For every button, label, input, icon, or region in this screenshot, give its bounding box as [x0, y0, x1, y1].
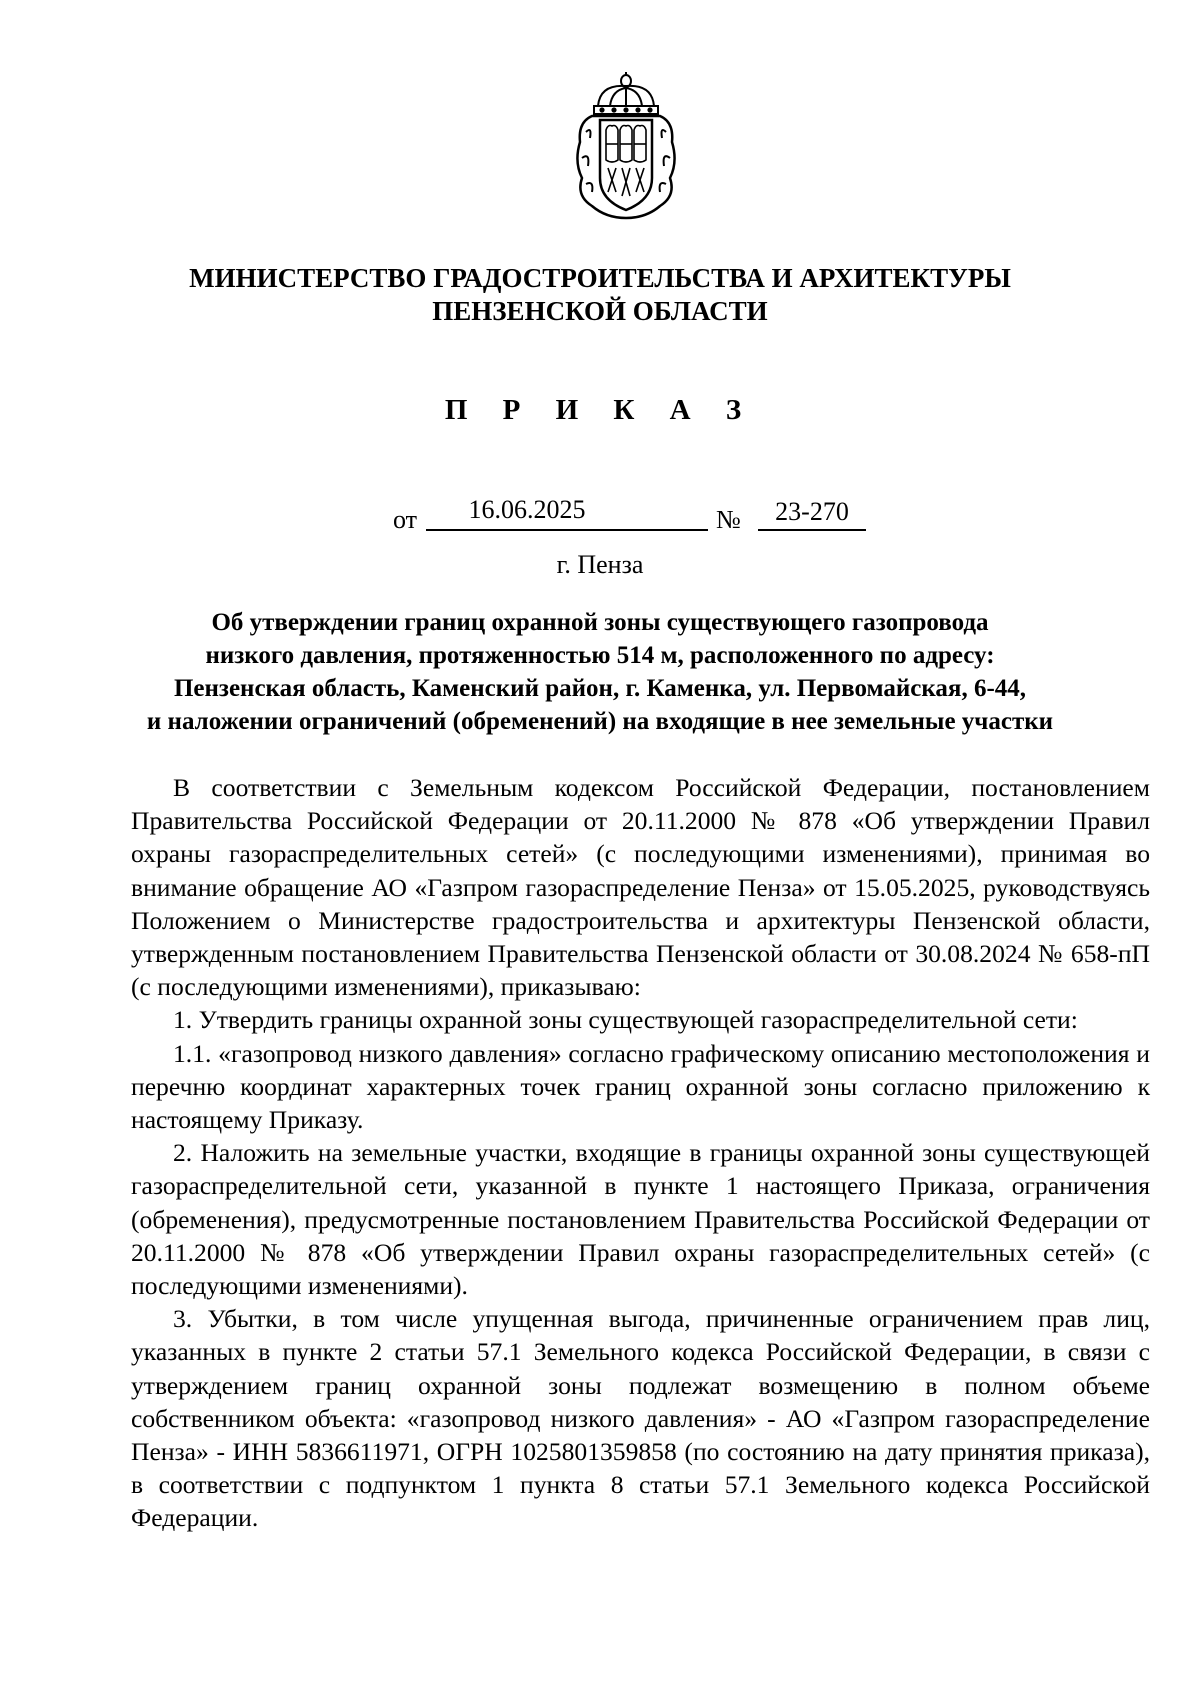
subject-line-3: Пензенская область, Каменский район, г. Каменка, ул. Первомайская, 6-44,	[173, 675, 1027, 702]
order-subject	[130, 606, 1070, 738]
preamble-paragraph: В соответствии с Земельным кодексом Российской Федерации, постановлением Правительства Российской Федерации от 20.11.2000 № 878 «Об утверждении Правил охраны газораспределительных сетей» (с последующими изменениями), принимая во внимание обращение АО «Газпром газораспределение Пенза» от 15.05.2025, руководствуясь Положением о Министерстве градостроительства и архитектуры Пензенской области, утвержденным постановлением Правительства Пензенской области от 30.08.2024 № 658-пП (с последующими изменениями), приказываю:	[131, 773, 1150, 1002]
date-label: от	[393, 505, 418, 534]
order-date: 16.06.2025	[468, 495, 586, 524]
ministry-line-2: ПЕНЗЕНСКОЙ ОБЛАСТИ	[432, 296, 768, 326]
subject-line-4: и наложении ограничений (обременений) на входящие в нее земельные участки	[146, 708, 1054, 735]
order-number-field	[758, 497, 866, 531]
order-body	[131, 771, 1150, 1535]
city: г. Пенза	[556, 550, 644, 579]
item-1-1-paragraph: 1.1. «газопровод низкого давления» согласно графическому описанию местоположения и перечню координат характерных точек границ охранной зоны согласно приложению к настоящему Приказу.	[131, 1038, 1150, 1135]
subject-line-2: низкого давления, протяженностью 514 м, расположенного по адресу:	[205, 642, 995, 669]
coat-of-arms-icon	[570, 72, 682, 220]
order-number: 23-270	[775, 497, 849, 526]
order-date-number-row	[0, 497, 1200, 537]
item-1-paragraph: 1. Утвердить границы охранной зоны существующей газораспределительной сети:	[173, 1005, 1078, 1035]
order-date-field	[426, 497, 708, 531]
item-2-paragraph: 2. Наложить на земельные участки, входящие в границы охранной зоны существующей газораспределительной сети, указанной в пункте 1 настоящего Приказа, ограничения (обременения), предусмотренные постановлением Правительства Российской Федерации от 20.11.2000 № 878 «Об утверждении Правил охраны газораспределительных сетей» (с последующими изменениями).	[131, 1138, 1150, 1301]
ministry-line-1: МИНИСТЕРСТВО ГРАДОСТРОИТЕЛЬСТВА И АРХИТЕКТУРЫ	[189, 263, 1011, 293]
item-3-paragraph: 3. Убытки, в том числе упущенная выгода, причиненные ограничением прав лиц, указанных в пункте 2 статьи 57.1 Земельного кодекса Российской Федерации, в связи с утверждением границ охранной зоны подлежат возмещению в полном объеме собственником объекта: «газопровод низкого давления» - АО «Газпром газораспределение Пенза» - ИНН 5836611971, ОГРН 1025801359858 (по состоянию на дату принятия приказа), в соответствии с подпунктом 1 пункта 8 статьи 57.1 Земельного кодекса Российской Федерации.	[131, 1304, 1150, 1533]
ministry-name	[140, 262, 1060, 328]
subject-line-1: Об утверждении границ охранной зоны существующего газопровода	[211, 609, 989, 636]
order-title: П Р И К А З	[444, 394, 756, 426]
number-label: №	[716, 505, 741, 534]
